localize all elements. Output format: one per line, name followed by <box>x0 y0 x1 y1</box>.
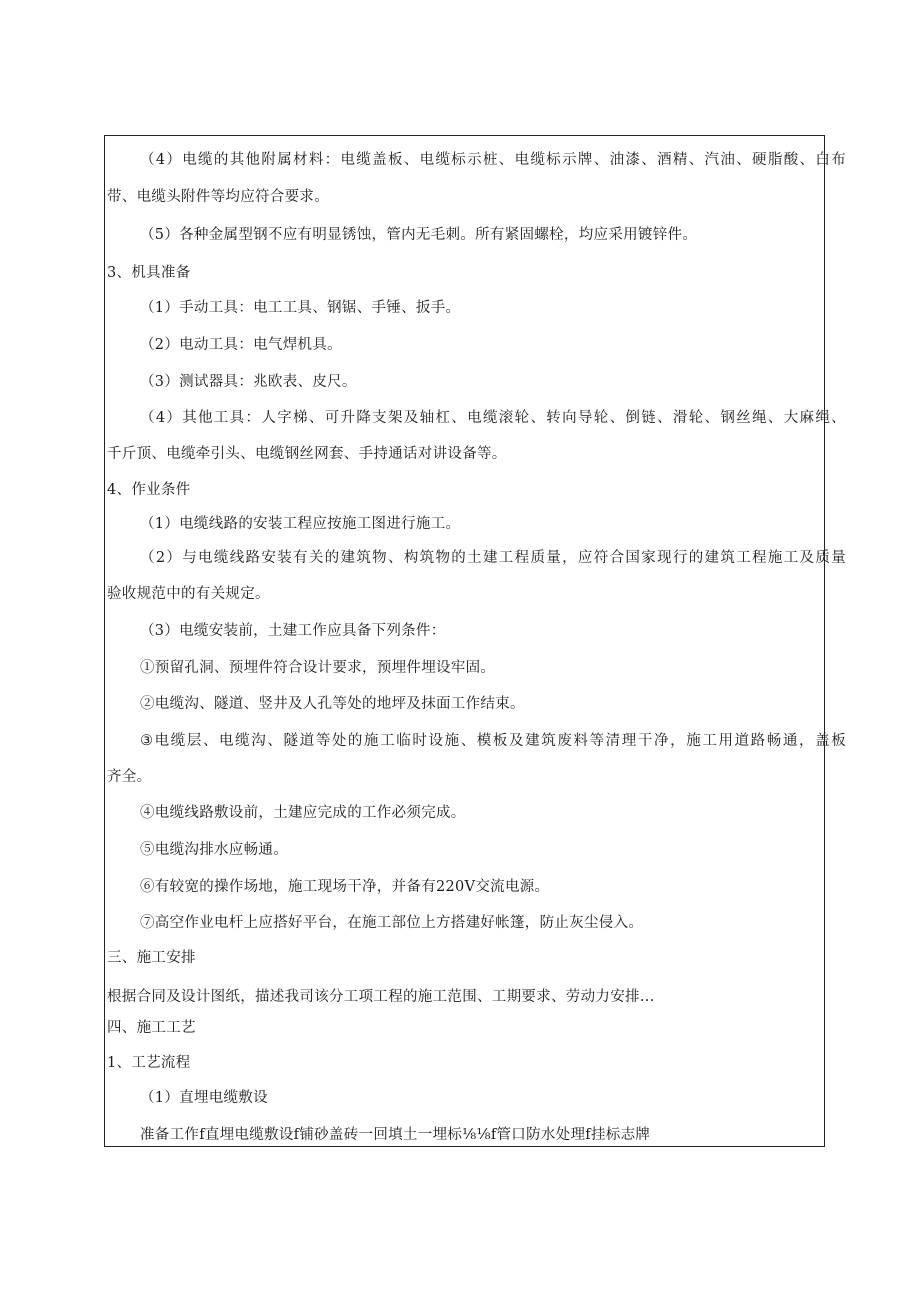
text-line: 带、电缆头附件等均应符合要求。 <box>107 189 329 205</box>
text-line: ⑦高空作业电杆上应搭好平台，在施工部位上方搭建好帐篷，防止灰尘侵入。 <box>140 915 644 931</box>
text-line: （ 4 ） 其 他 工 具 ： 人 字 梯 、 可 升 降 支 架 及 轴 杠 、 电 缆 滚 轮 、 转 向 导 轮 、 倒 链 、 滑 轮 、 钢 丝 绳 、 大 麻 绳 、 <box>140 410 846 426</box>
text-line: （1）手动工具：电工工具、钢锯、手锤、扳手。 <box>140 300 461 316</box>
section-heading: 4、作业条件 <box>107 482 191 498</box>
text-line: （ 4 ） 电 缆 的 其 他 附 属 材 料 ： 电 缆 盖 板 、 电 缆 标 示 桩 、 电 缆 标 示 牌 、 油 漆 、 酒 精 、 汽 油 、 硬 脂 酸 、 白 布 <box>140 152 846 168</box>
text-line: ④电缆线路敷设前，土建应完成的工作必须完成。 <box>140 805 466 821</box>
text-line: 根据合同及设计图纸，描述我司该分工项工程的施工范围、工期要求、劳动力安排... <box>107 989 655 1005</box>
text-line: （3）测试器具：兆欧表、皮尺。 <box>140 374 357 390</box>
text-line: （3）电缆安装前，土建工作应具备下列条件： <box>140 623 446 639</box>
text-line: （ 2 ） 与 电 缆 线 路 安 装 有 关 的 建 筑 物 、 构 筑 物 的 土 建 工 程 质 量 ， 应 符 合 国 家 现 行 的 建 筑 工 程 施 工 及 质 量 <box>140 550 846 566</box>
text-line: ③ 电 缆 层 、 电 缆 沟 、 隧 道 等 处 的 施 工 临 时 设 施 、 模 板 及 建 筑 废 料 等 清 理 干 净 ， 施 工 用 道 路 畅 通 ， 盖 板 <box>140 733 846 749</box>
section-heading: 3、机具准备 <box>107 265 191 281</box>
text-line: 验收规范中的有关规定。 <box>107 586 270 602</box>
text-line: ②电缆沟、隧道、竖井及人孔等处的地坪及抹面工作结束。 <box>140 696 525 712</box>
text-line: （1）电缆线路的安装工程应按施工图进行施工。 <box>140 516 461 532</box>
text-line: 千斤顶、电缆牵引头、电缆钢丝网套、手持通话对讲设备等。 <box>107 446 507 462</box>
text-line: ⑥有较宽的操作场地，施工现场干净，并备有220V交流电源。 <box>140 879 550 895</box>
text-line: 准备工作f直埋电缆敷设f铺砂盖砖一回填土一埋标⅛⅛f管口防水处理f挂标志牌 <box>140 1127 651 1143</box>
text-line: 齐全。 <box>107 769 152 785</box>
section-heading: 四、施工工艺 <box>107 1020 196 1036</box>
text-line: ⑤电缆沟排水应畅通。 <box>140 842 288 858</box>
section-heading: 1、工艺流程 <box>107 1055 191 1071</box>
section-heading: 三、施工安排 <box>107 950 196 966</box>
text-line: ①预留孔洞、预埋件符合设计要求，预埋件埋设牢固。 <box>140 660 496 676</box>
text-line: （1）直埋电缆敷设 <box>140 1090 268 1106</box>
text-line: （2）电动工具：电气焊机具。 <box>140 337 342 353</box>
text-line: （5）各种金属型钢不应有明显锈蚀，管内无毛刺。所有紧固螺栓，均应采用镀锌件。 <box>140 227 698 243</box>
